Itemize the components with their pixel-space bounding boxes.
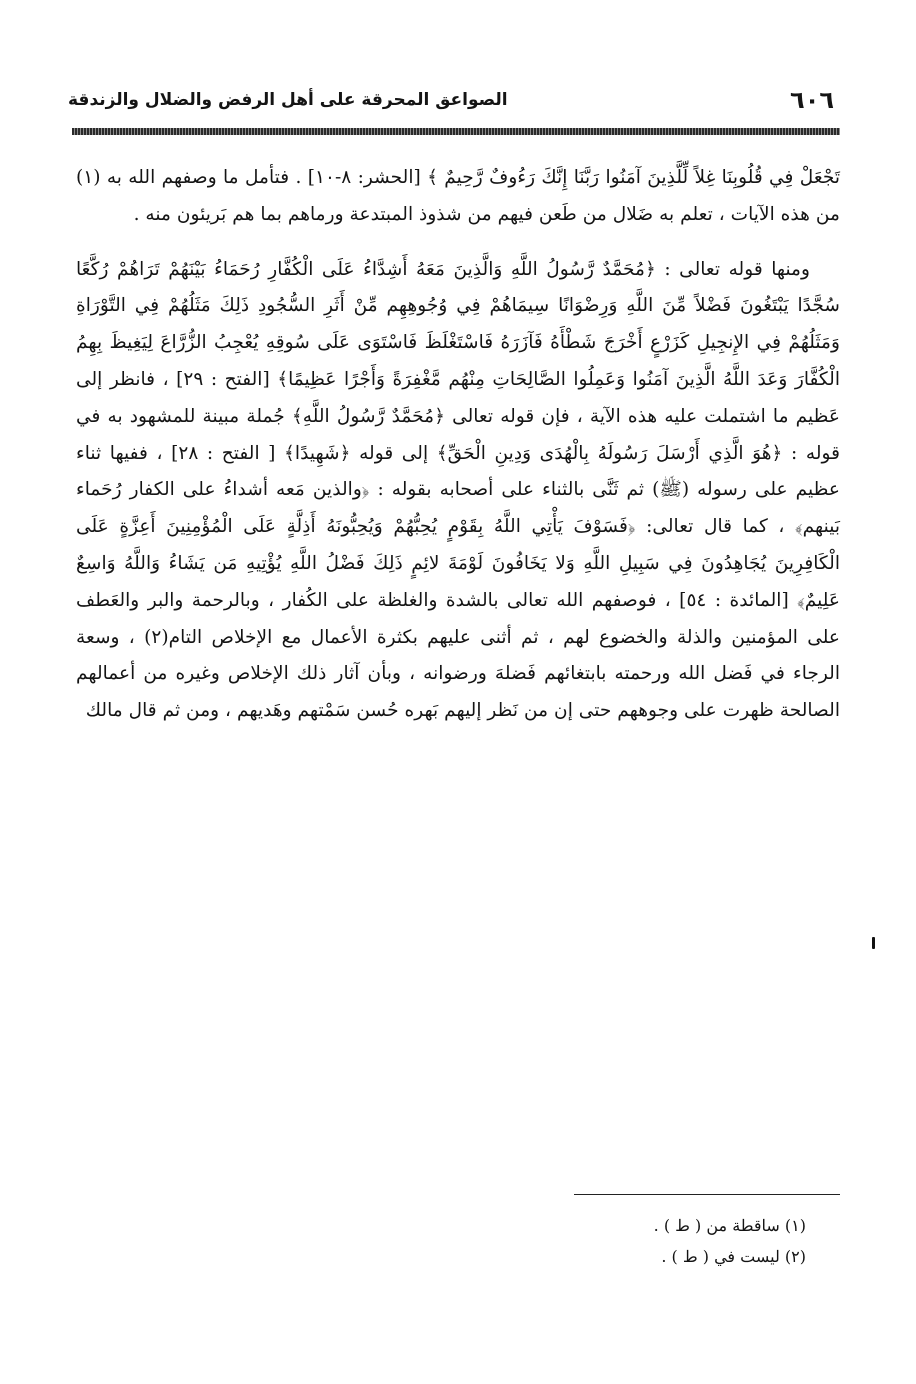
header-rule [72, 128, 840, 135]
page-number: ٦٠٦ [790, 86, 834, 114]
paragraph: تَجْعَلْ فِي قُلُوبِنَا غِلاً لِّلَّذِينَ آمَنُوا رَبَّنَا إِنَّكَ رَءُوفٌ رَّحِيمٌ ﴾ [الحشر: ٨-١٠] . فتأمل ما وصفهم الله به (١) من هذه الآيات ، تعلم به ضَلال من طَعن فيهم من شذوذ المبتدعة ورماهم بما هم بَريئون منه . [76, 167, 840, 225]
footnote: (٢) ليست في ( ط ) . [661, 1247, 806, 1266]
running-header [68, 86, 834, 122]
margin-mark [872, 937, 875, 949]
footnote-divider [574, 1194, 840, 1195]
footnotes [76, 1210, 840, 1272]
paragraph: ومنها قوله تعالى : ﴿مُحَمَّدٌ رَّسُولُ اللَّهِ وَالَّذِينَ مَعَهُ أَشِدَّاءُ عَلَى الْكُفَّارِ رُحَمَاءُ بَيْنَهُمْ تَرَاهُمْ رُكَّعًا سُجَّدًا يَبْتَغُونَ فَضْلاً مِّنَ اللَّهِ وَرِضْوَانًا سِيمَاهُمْ فِي وُجُوهِهِم مِّنْ أَثَرِ السُّجُودِ ذَلِكَ مَثَلُهُمْ فِي التَّوْرَاةِ وَمَثَلُهُمْ فِي الإِنجِيلِ كَزَرْعٍ أَخْرَجَ شَطْأَهُ فَآزَرَهُ فَاسْتَغْلَظَ فَاسْتَوَى عَلَى سُوقِهِ يُعْجِبُ الزُّرَّاعَ لِيَغِيظَ بِهِمُ الْكُفَّارَ وَعَدَ اللَّهُ الَّذِينَ آمَنُوا وَعَمِلُوا الصَّالِحَاتِ مِنْهُم مَّغْفِرَةً وَأَجْرًا عَظِيمًا﴾ [الفتح : ٢٩] ، فانظر إلى عَظيم ما اشتملت عليه هذه الآية ، فإن قوله تعالى ﴿مُحَمَّدٌ رَّسُولُ اللَّهِ﴾ جُملة مبينة للمشهود به في قوله : ﴿هُوَ الَّذِي أَرْسَلَ رَسُولَهُ بِالْهُدَى وَدِينِ الْحَقِّ﴾ إلى قوله ﴿شَهِيدًا﴾ [ الفتح : ٢٨] ، ففيها ثناء عظيم على رسوله (ﷺ) ثم ثَنَّى بالثناء على أصحابه بقوله : ﴿والذين مَعه أشداءُ على الكفار رُحَماء بَينهم﴾ ، كما قال تعالى: ﴿فَسَوْفَ يَأْتِي اللَّهُ بِقَوْمٍ يُحِبُّهُمْ وَيُحِبُّونَهُ أَذِلَّةٍ عَلَى الْمُؤْمِنِينَ أَعِزَّةٍ عَلَى الْكَافِرِينَ يُجَاهِدُونَ فِي سَبِيلِ اللَّهِ وَلا يَخَافُونَ لَوْمَةَ لائِمٍ ذَلِكَ فَضْلُ اللَّهِ يُؤْتِيهِ مَن يَشَاءُ وَاللَّهُ وَاسِعٌ عَلِيمٌ﴾ [المائدة : ٥٤] ، فوصفهم الله تعالى بالشدة والغلظة على الكُفار ، وبالرحمة والبر والعَطف على المؤمنين والذلة والخضوع لهم ، ثم أثنى عليهم بكثرة الأعمال مع الإخلاص التام(٢) ، وسعة الرجاء في فَضل الله ورحمته بابتغائهم فَضلهَ ورضوانه ، وبأن آثار ذلك الإخلاص وغيره من أعمالهم الصالحة ظهرت على وجوههم حتى إن من نَظر إليهم بَهره حُسن سَمْتهم وهَديهم ، ومن ثم قال مالك [76, 258, 841, 722]
running-title: الصواعق المحرقة على أهل الرفض والضلال والزندقة [68, 90, 508, 110]
main-text [76, 160, 840, 730]
footnote: (١) ساقطة من ( ط ) . [653, 1216, 806, 1235]
